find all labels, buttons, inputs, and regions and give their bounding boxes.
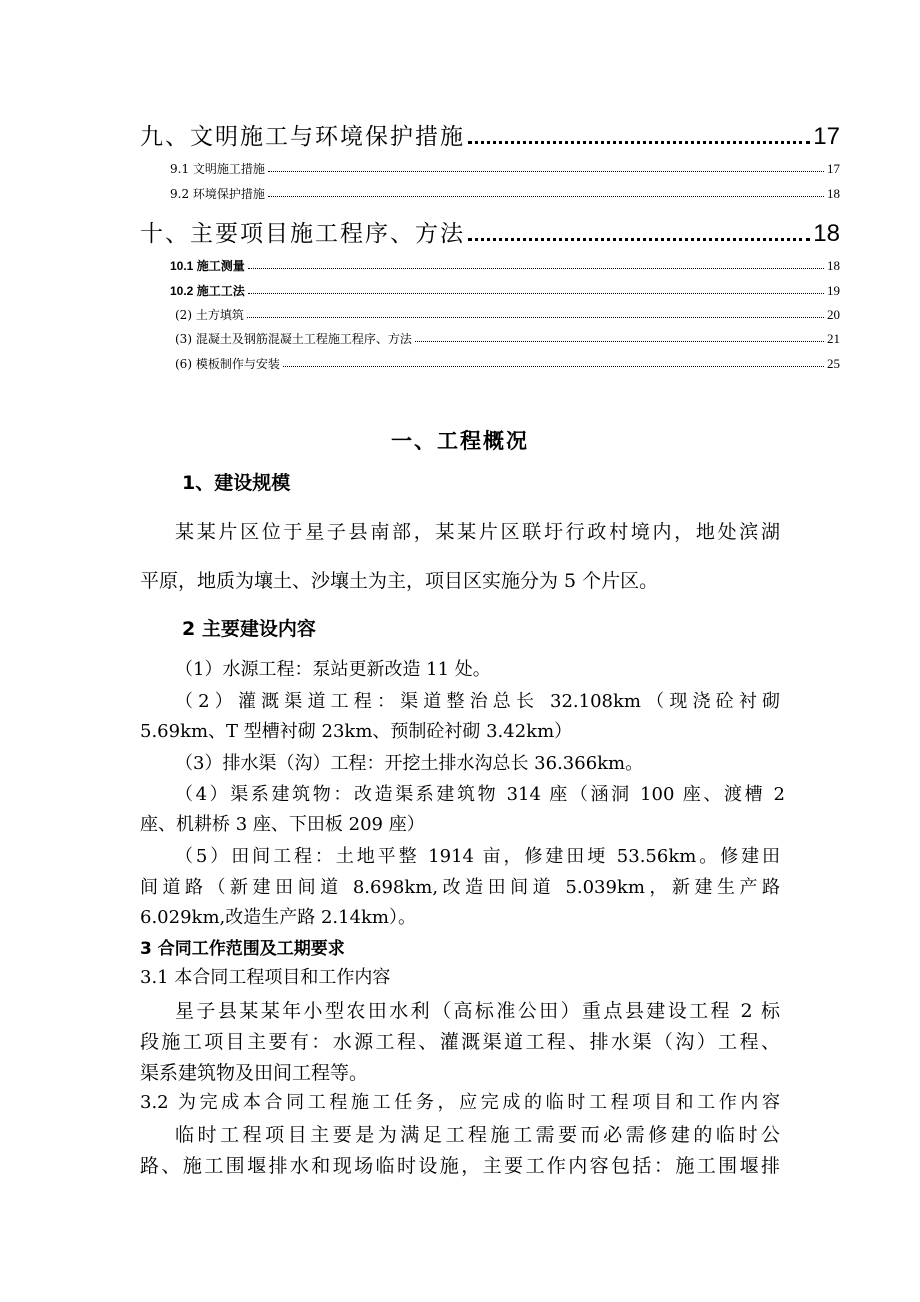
section-3-2-line-2: 路、施工围堰排水和现场临时设施，主要工作内容包括：施工围堰排: [140, 1155, 780, 1177]
toc-leader: [248, 292, 824, 294]
toc-page: 18: [827, 258, 840, 273]
toc-page: 19: [827, 283, 840, 298]
toc-leader: [268, 170, 824, 172]
section-3-1-line-3: 渠系建筑物及田间工程等。: [140, 1062, 369, 1084]
item-5-line-3: 6.029km,改造生产路 2.14km）。: [140, 907, 417, 928]
section-3-2-heading: 3.2 为完成本合同工程施工任务，应完成的临时工程项目和工作内容: [140, 1092, 780, 1113]
toc-section-10-2[interactable]: [170, 282, 840, 299]
item-2-line-1: （2）灌溉渠道工程：渠道整治总长 32.108km（现浇砼衬砌: [175, 691, 780, 712]
toc-leader: [248, 267, 824, 269]
item-5-line-1: （5）田间工程：土地平整 1914 亩，修建田埂 53.56km。修建田: [175, 846, 780, 867]
section-1-line-1: 某某片区位于星子县南部，某某片区联圩行政村境内，地处滨湖: [175, 521, 780, 543]
toc-page: 18: [813, 220, 840, 247]
toc-section-10-1[interactable]: [170, 257, 840, 274]
section-1-line-2: 平原，地质为壤土、沙壤土为主，项目区实施分为 5 个片区。: [140, 570, 659, 592]
item-4-line-2: 座、机耕桥 3 座、下田板 209 座）: [140, 814, 425, 835]
toc-title: (2) 土方填筑: [175, 308, 244, 322]
item-2-line-2: 5.69km、T 型槽衬砌 23km、预制砼衬砌 3.42km）: [140, 721, 573, 742]
section-3-1-line-1: 星子县某某年小型农田水利（高标准公田）重点县建设工程 2 标: [175, 1000, 780, 1022]
item-4-line-1: （4）渠系建筑物：改造渠系建筑物 314 座（涵洞 100 座、渡槽 2: [175, 784, 785, 805]
toc-page: 17: [813, 123, 840, 150]
toc-leader: [415, 340, 824, 342]
toc-item-formwork[interactable]: [175, 355, 840, 372]
toc-title: 10.1 施工测量: [170, 259, 245, 273]
toc-page: 21: [827, 331, 840, 346]
toc-chapter-9[interactable]: [140, 118, 840, 151]
chapter-heading: 一、工程概况: [391, 429, 529, 453]
toc-chapter-10[interactable]: [140, 215, 840, 248]
toc-title: (3) 混凝土及钢筋混凝土工程施工程序、方法: [175, 332, 412, 346]
toc-item-earthfill[interactable]: [175, 306, 840, 323]
toc-page: 20: [827, 307, 840, 322]
section-3-1-line-2: 段施工项目主要有：水源工程、灌溉渠道工程、排水渠（沟）工程、: [140, 1031, 780, 1053]
toc-leader: [247, 316, 824, 318]
item-3: （3）排水渠（沟）工程：开挖土排水沟总长 36.366km。: [175, 753, 644, 774]
item-1: （1）水源工程：泵站更新改造 11 处。: [175, 659, 491, 680]
toc-title: 10.2 施工工法: [170, 284, 245, 298]
toc-page: 18: [827, 186, 840, 201]
toc-title: (6) 模板制作与安装: [175, 357, 280, 371]
toc-title: 九、文明施工与环境保护措施: [140, 124, 465, 150]
section-3-heading: 3 合同工作范围及工期要求: [140, 939, 345, 959]
item-5-line-2: 间道路（新建田间道 8.698km,改造田间道 5.039km，新建生产路: [140, 877, 780, 898]
section-3-1-heading: 3.1 本合同工程项目和工作内容: [140, 967, 391, 988]
toc-title: 9.1 文明施工措施: [170, 162, 265, 176]
toc-title: 十、主要项目施工程序、方法: [140, 221, 465, 247]
section-3-2-line-1: 临时工程项目主要是为满足工程施工需要而必需修建的临时公: [175, 1124, 780, 1146]
toc-item-concrete[interactable]: [175, 330, 840, 347]
toc-section-9-2[interactable]: [170, 185, 840, 202]
section-2-heading: 2 主要建设内容: [182, 618, 316, 640]
toc-leader: [268, 195, 824, 197]
toc-leader: [468, 140, 810, 144]
toc-page: 25: [827, 356, 840, 371]
toc-leader: [283, 365, 824, 367]
toc-title: 9.2 环境保护措施: [170, 187, 265, 201]
toc-page: 17: [827, 161, 840, 176]
toc-leader: [468, 237, 810, 241]
section-1-heading: 1、建设规模: [182, 472, 291, 494]
toc-section-9-1[interactable]: [170, 160, 840, 177]
